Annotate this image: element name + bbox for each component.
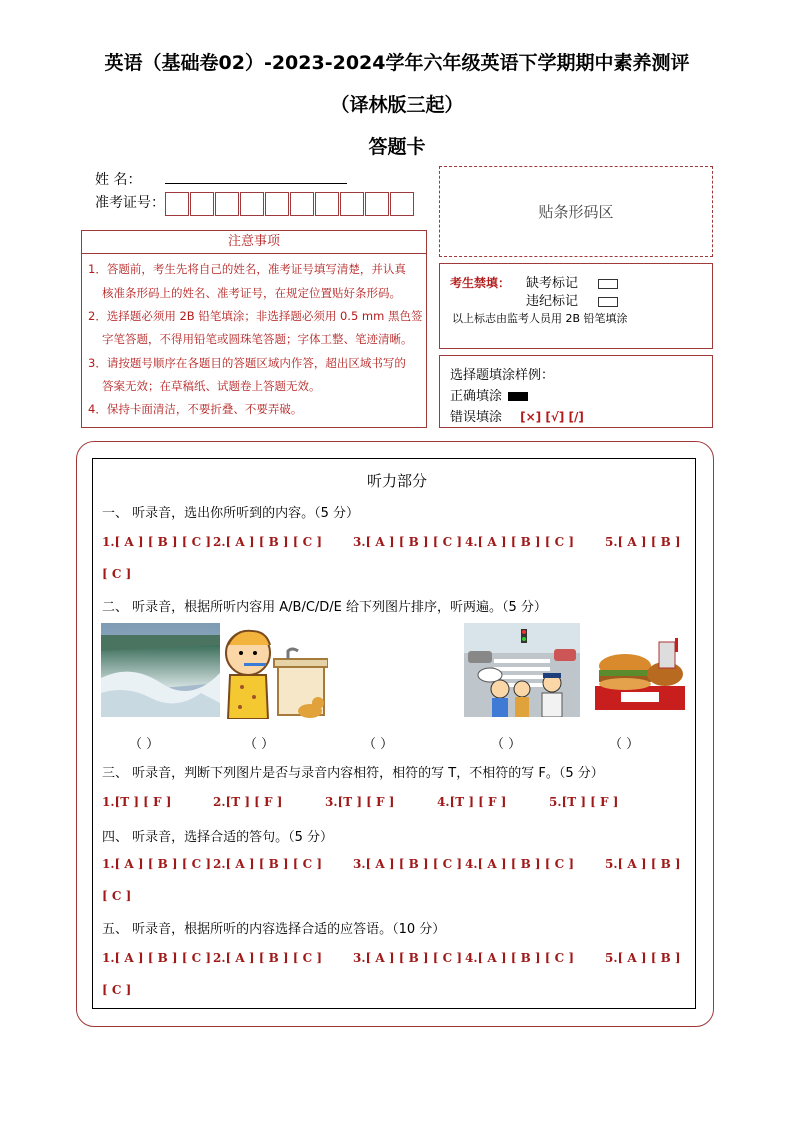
s5-q5-options[interactable]: 5.[ A ] [ B ] bbox=[605, 951, 681, 965]
s4-q5-options-wrap[interactable]: [ C ] bbox=[102, 889, 132, 903]
notice-box bbox=[81, 230, 427, 428]
s5-q1-options[interactable]: 1.[ A ] [ B ] [ C ] bbox=[102, 951, 212, 965]
order-blank-1[interactable]: （ ） bbox=[129, 737, 160, 752]
s3-q1-options[interactable]: 1.[T ] [ F ] bbox=[102, 795, 172, 809]
id-cell[interactable] bbox=[365, 192, 389, 216]
fill-sample-heading: 选择题填涂样例： bbox=[450, 368, 555, 383]
proctor-note: 以上标志由监考人员用 2B 铅笔填涂 bbox=[452, 312, 628, 325]
s4-q3-options[interactable]: 3.[ A ] [ B ] [ C ] bbox=[353, 857, 463, 871]
absent-mark-row[interactable] bbox=[526, 272, 618, 291]
id-cell[interactable] bbox=[290, 192, 314, 216]
page-title: 英语（基础卷02）-2023-2024学年六年级英语下学期期中素养测评 bbox=[104, 52, 690, 74]
violation-checkbox[interactable] bbox=[598, 297, 618, 307]
s1-q3-options[interactable]: 3.[ A ] [ B ] [ C ] bbox=[353, 535, 463, 549]
barcode-label: 贴条形码区 bbox=[538, 203, 614, 221]
s3-q5-options[interactable]: 5.[T ] [ F ] bbox=[549, 795, 619, 809]
s1-q5-options[interactable]: 5.[ A ] [ B ] bbox=[605, 535, 681, 549]
notice-line: 3．请按题号顺序在各题目的答题区域内作答，超出区域书写的 bbox=[88, 356, 406, 370]
burger-meal-image bbox=[591, 638, 689, 712]
s1-q4-options[interactable]: 4.[ A ] [ B ] [ C ] bbox=[465, 535, 575, 549]
wrong-fill-row bbox=[450, 406, 584, 425]
proctor-label: 考生禁填： bbox=[450, 276, 511, 290]
order-blank-2[interactable]: （ ） bbox=[244, 737, 275, 752]
listening-title: 听力部分 bbox=[366, 472, 427, 490]
name-label: 姓 名： bbox=[95, 172, 142, 188]
id-cell[interactable] bbox=[190, 192, 214, 216]
wrong-fill-label: 错误填涂 bbox=[450, 410, 503, 425]
filled-mark-icon bbox=[508, 392, 528, 401]
page-subtitle: （译林版三起） bbox=[330, 94, 464, 116]
notice-line: 4．保持卡面清洁，不要折叠、不要弄破。 bbox=[88, 402, 303, 416]
fill-sample-box bbox=[439, 355, 713, 428]
absent-checkbox[interactable] bbox=[598, 279, 618, 289]
s4-q4-options[interactable]: 4.[ A ] [ B ] [ C ] bbox=[465, 857, 575, 871]
correct-fill-row bbox=[450, 385, 528, 404]
s4-q2-options[interactable]: 2.[ A ] [ B ] [ C ] bbox=[213, 857, 323, 871]
s4-q5-options[interactable]: 5.[ A ] [ B ] bbox=[605, 857, 681, 871]
id-number-grid[interactable] bbox=[165, 192, 415, 216]
section-3-heading: 三、 听录音，判断下列图片是否与录音内容相符，相符的写 T，不相符的写 F。（5 分） bbox=[102, 766, 604, 781]
crosswalk-police-image bbox=[464, 623, 580, 717]
s3-q3-options[interactable]: 3.[T ] [ F ] bbox=[325, 795, 395, 809]
s5-q3-options[interactable]: 3.[ A ] [ B ] [ C ] bbox=[353, 951, 463, 965]
s5-q5-options-wrap[interactable]: [ C ] bbox=[102, 983, 132, 997]
barcode-area bbox=[439, 166, 713, 257]
absent-label: 缺考标记 bbox=[526, 276, 579, 291]
section-5-heading: 五、 听录音，根据所听的内容选择合适的应答语。（10 分） bbox=[102, 922, 446, 937]
wrong-fill-marks: [×] [√] [/] bbox=[520, 410, 584, 424]
id-cell[interactable] bbox=[265, 192, 289, 216]
violation-mark-row[interactable] bbox=[526, 290, 618, 309]
id-cell[interactable] bbox=[215, 192, 239, 216]
order-blank-5[interactable]: （ ） bbox=[609, 737, 640, 752]
s5-q4-options[interactable]: 4.[ A ] [ B ] [ C ] bbox=[465, 951, 575, 965]
correct-fill-label: 正确填涂 bbox=[450, 389, 503, 404]
boy-brushing-teeth-image bbox=[222, 623, 328, 719]
s4-q1-options[interactable]: 1.[ A ] [ B ] [ C ] bbox=[102, 857, 212, 871]
id-cell[interactable] bbox=[340, 192, 364, 216]
id-label: 准考证号： bbox=[95, 195, 165, 211]
section-2-heading: 二、 听录音，根据所听内容用 A/B/C/D/E 给下列图片排序，听两遍。（5 分） bbox=[102, 600, 547, 615]
notice-line: 2．选择题必须用 2B 铅笔填涂；非选择题必须用 0.5 mm 黑色签 bbox=[88, 309, 423, 323]
s1-q2-options[interactable]: 2.[ A ] [ B ] [ C ] bbox=[213, 535, 323, 549]
s1-q5-options-wrap[interactable]: [ C ] bbox=[102, 567, 132, 581]
name-field[interactable] bbox=[165, 183, 347, 184]
s3-q4-options[interactable]: 4.[T ] [ F ] bbox=[437, 795, 507, 809]
violation-label: 违纪标记 bbox=[526, 294, 579, 309]
id-cell[interactable] bbox=[240, 192, 264, 216]
answer-card-title: 答题卡 bbox=[368, 136, 426, 158]
notice-line: 答案无效；在草稿纸、试题卷上答题无效。 bbox=[102, 379, 321, 393]
id-cell[interactable] bbox=[390, 192, 414, 216]
s5-q2-options[interactable]: 2.[ A ] [ B ] [ C ] bbox=[213, 951, 323, 965]
s1-q1-options[interactable]: 1.[ A ] [ B ] [ C ] bbox=[102, 535, 212, 549]
order-blank-4[interactable]: （ ） bbox=[491, 737, 522, 752]
section-4-heading: 四、 听录音，选择合适的答句。（5 分） bbox=[102, 830, 334, 845]
notice-line: 字笔答题，不得用铅笔或圆珠笔答题；字体工整、笔迹清晰。 bbox=[102, 332, 413, 346]
notice-line: 1．答题前，考生先将自己的姓名，准考证号填写清楚，并认真 bbox=[88, 262, 406, 276]
proctor-box bbox=[439, 263, 713, 349]
s3-q2-options[interactable]: 2.[T ] [ F ] bbox=[213, 795, 283, 809]
waterfall-image bbox=[101, 623, 220, 717]
id-cell[interactable] bbox=[165, 192, 189, 216]
order-blank-3[interactable]: （ ） bbox=[363, 737, 394, 752]
notice-line: 核准条形码上的姓名、准考证号，在规定位置贴好条形码。 bbox=[102, 286, 401, 300]
section-1-heading: 一、 听录音，选出你所听到的内容。（5 分） bbox=[102, 506, 360, 521]
id-cell[interactable] bbox=[315, 192, 339, 216]
notice-heading: 注意事项 bbox=[82, 231, 426, 254]
